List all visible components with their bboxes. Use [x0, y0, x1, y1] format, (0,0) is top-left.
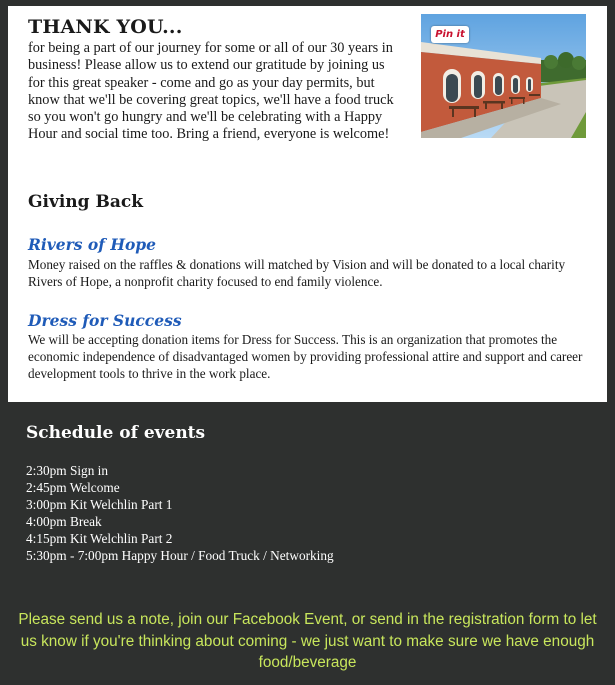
- intro-panel: [8, 6, 607, 402]
- dress-for-success-description: We will be accepting donation items for Dress for Success. This is an organization that promotes the economic independence of disadvantaged women by providing professional attire and support and career development tools to thrive in the work place.: [28, 332, 583, 381]
- schedule-list: [26, 462, 334, 564]
- pin-it-button[interactable]: Pin it: [431, 26, 469, 43]
- schedule-item: 5:30pm - 7:00pm Happy Hour / Food Truck / Networking: [26, 548, 334, 563]
- giving-back-title: Giving Back: [28, 192, 143, 212]
- schedule-item: 2:30pm Sign in: [26, 463, 109, 478]
- building-photo: [421, 14, 586, 138]
- schedule-item: 4:15pm Kit Welchlin Part 2: [26, 531, 173, 546]
- registration-note: Please send us a note, join our Facebook Event, or send in the registration form to let us know if you're thinking about coming - we just want to make sure we have enough food/beverage: [18, 611, 597, 671]
- rivers-of-hope-title: Rivers of Hope: [28, 235, 157, 254]
- schedule-item: 3:00pm Kit Welchlin Part 1: [26, 497, 173, 512]
- thank-you-body: for being a part of our journey for some or all of our 30 years in business! Please allow us to extend our gratitude by joining us for this great speaker - come and go as your day permits, but know that we'll be covering great topics, we'll have a food truck so you won't go hungry and we'll be celebrating with a Happy Hour and social time too. Bring a friend, everyone is welcome!: [28, 40, 394, 143]
- schedule-item: 2:45pm Welcome: [26, 480, 120, 495]
- schedule-item: 4:00pm Break: [26, 514, 102, 529]
- thank-you-title: THANK YOU...: [28, 16, 183, 38]
- rivers-of-hope-description: Money raised on the raffles & donations will matched by Vision and will be donated to a local charity Rivers of Hope, a nonprofit charity focused to end family violence.: [28, 257, 566, 289]
- dress-for-success-title: Dress for Success: [28, 311, 182, 330]
- schedule-title: Schedule of events: [26, 423, 206, 443]
